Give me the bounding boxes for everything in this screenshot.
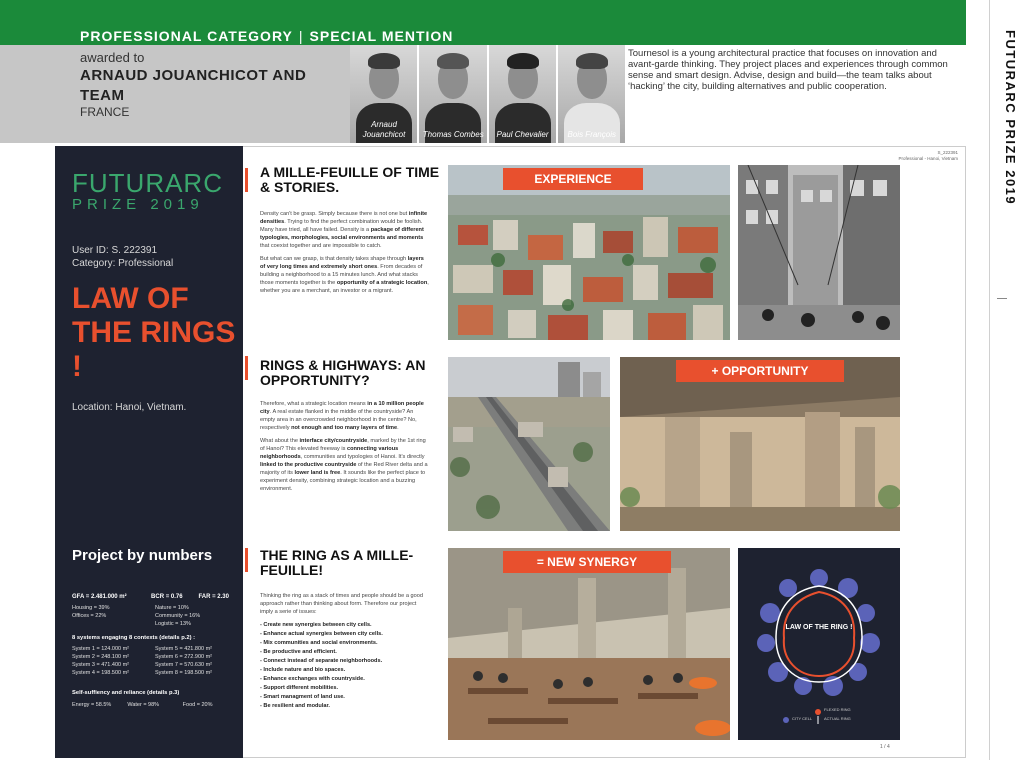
legend-actual-ring: ACTUAL RING bbox=[824, 716, 851, 721]
ring-diagram bbox=[738, 548, 900, 740]
issue-item: - Connect instead of separate neighborhoods. bbox=[260, 658, 383, 664]
opportunity-tag: + OPPORTUNITY bbox=[676, 360, 844, 382]
section-marker bbox=[245, 548, 248, 572]
section-title: THE RING AS A MILLE-FEUILLE! bbox=[260, 547, 414, 578]
practice-intro: Tournesol is a young architectural practice that focuses on innovation and avant-garde thinking. They project places and experiences through common sense and smart design. Advise, design and build—the team talks about ‘hacking’ the city, building alternatives and public cooperation. bbox=[628, 48, 948, 92]
futurarc-logo: FUTURARC bbox=[72, 168, 223, 198]
stat-bcr: BCR = 0.76 bbox=[151, 594, 183, 600]
system-stat: System 8 = 198.500 m² bbox=[155, 670, 213, 676]
section-body: Density can't be grasp. Simply because there is not one but infinite densities. Trying to find the perfect combination would be foolish. Many have tried, all have failed. Density is a package of different typologies, morphologies, social environments and moments that coexist together and are impossible to catch. But what can we grasp, is that density takes shape through layers of very long times and extremely short ones. From decades of building a neighborhood to a 15 minutes lunch. And what stacks those moments together is the opportunity of a strategic location, whether you are a merchant, an investor or a migrant. bbox=[260, 211, 429, 294]
stat-offices: Offices = 22% bbox=[72, 613, 107, 619]
issue-item: - Create new synergies between city cells. bbox=[260, 622, 372, 628]
category-label: PROFESSIONAL CATEGORY bbox=[80, 28, 293, 44]
section-body bbox=[260, 592, 430, 711]
system-stat: System 2 = 248.100 m² bbox=[72, 654, 130, 660]
project-location: Location: Hanoi, Vietnam. bbox=[72, 402, 187, 413]
stat-gfa: GFA = 2.481.000 m² bbox=[72, 594, 127, 600]
side-title: FUTURARC PRIZE 2019 bbox=[1003, 30, 1018, 206]
hanoi-aerial-photo bbox=[448, 165, 730, 340]
stat-energy: Energy = 58.5% bbox=[72, 702, 112, 708]
team-member-name: Bois François bbox=[567, 130, 616, 139]
team-portrait bbox=[419, 45, 486, 143]
systems-title: 8 systems engaging 8 contexts (details p.2) : bbox=[72, 635, 196, 641]
issue-item: - Be resilient and modular. bbox=[260, 703, 330, 709]
section-title: RINGS & HIGHWAYS: AN OPPORTUNITY? bbox=[260, 357, 426, 388]
system-stat: System 6 = 272.900 m² bbox=[155, 654, 213, 660]
legend-city-cell: CITY CELL bbox=[792, 716, 813, 721]
team-member-name: Paul Chevalier bbox=[496, 130, 549, 139]
legend-flexed-ring: FLEXED RING bbox=[824, 707, 851, 712]
issue-item: - Be productive and efficient. bbox=[260, 649, 337, 655]
reference-id: S_222391 bbox=[937, 150, 958, 155]
stat-nature: Nature = 10% bbox=[155, 605, 189, 611]
entry-meta bbox=[72, 244, 173, 270]
issue-item: - Enhance exchanges with countryside. bbox=[260, 676, 365, 682]
numbers-title: Project by numbers bbox=[72, 547, 213, 564]
section-intro: Thinking the ring as a stack of times and people should be a good approach rather than thinking about form. Therefore our project imply a serie of issues: bbox=[260, 593, 423, 615]
awardee-name: ARNAUD JOUANCHICOT AND TEAM bbox=[80, 67, 307, 104]
project-numbers bbox=[72, 594, 238, 710]
section-marker bbox=[245, 168, 248, 192]
section-marker bbox=[245, 356, 248, 380]
issue-item: - Smart managment of land use. bbox=[260, 694, 345, 700]
team-portraits bbox=[350, 45, 627, 143]
issue-item: - Support different mobilities. bbox=[260, 685, 339, 691]
page-number: 1 / 4 bbox=[880, 744, 890, 750]
team-portrait bbox=[350, 45, 417, 143]
margin-divider bbox=[989, 0, 990, 760]
issue-item: - Enhance actual synergies between city cells. bbox=[260, 631, 383, 637]
reference-sub: Professional - Hanoi, Vietnam bbox=[898, 156, 958, 161]
stat-community: Community = 16% bbox=[155, 613, 201, 619]
stat-water: Water = 98% bbox=[127, 702, 160, 708]
synergy-tag: = NEW SYNERGY bbox=[503, 551, 671, 573]
futurarc-logo-sub: PRIZE 2019 bbox=[72, 196, 204, 213]
system-stat: System 5 = 421.800 m² bbox=[155, 646, 213, 652]
highway-aerial-photo bbox=[448, 357, 610, 531]
stat-housing: Housing = 39% bbox=[72, 605, 110, 611]
stat-food: Food = 20% bbox=[182, 702, 213, 708]
experience-tag: EXPERIENCE bbox=[503, 168, 643, 190]
viaduct-underside-photo bbox=[620, 357, 900, 531]
system-stat: System 4 = 198.500 m² bbox=[72, 670, 130, 676]
market-under-bridge-photo bbox=[448, 548, 730, 740]
issue-item: - Include nature and bio spaces. bbox=[260, 667, 346, 673]
stat-far: FAR = 2.30 bbox=[198, 594, 229, 600]
team-member-name: Arnaud Jouanchicot bbox=[362, 120, 406, 139]
entry-category: Category: Professional bbox=[72, 258, 174, 269]
system-stat: System 1 = 124.000 m² bbox=[72, 646, 130, 652]
award-category bbox=[80, 28, 453, 44]
issue-item: - Mix communities and social environments. bbox=[260, 640, 378, 646]
team-portrait bbox=[558, 45, 625, 143]
street-scene-photo bbox=[738, 165, 900, 340]
section-title: A MILLE-FEUILLE OF TIME & STORIES. bbox=[260, 164, 440, 195]
awarded-to-label: awarded to bbox=[80, 50, 145, 65]
system-stat: System 3 = 471.400 m² bbox=[72, 662, 130, 668]
mention-label: SPECIAL MENTION bbox=[309, 28, 454, 44]
system-stat: System 7 = 570.630 m² bbox=[155, 662, 213, 668]
stat-logistic: Logistic = 13% bbox=[155, 621, 191, 627]
diagram-title: LAW OF THE RING ! bbox=[785, 624, 853, 631]
team-member-name: Thomas Combes bbox=[422, 130, 484, 139]
project-title: LAW OF THE RINGS ! bbox=[72, 282, 236, 383]
entry-reference bbox=[858, 150, 958, 162]
self-sufficiency-title: Self-suffiency and reliance (details p.3) bbox=[72, 690, 180, 696]
team-portrait bbox=[489, 45, 556, 143]
awardee-country: FRANCE bbox=[80, 105, 130, 119]
section-body: Therefore, what a strategic location means in a 10 million people city. A real estate flanked in the middle of the countryside? An empty area in an overcrowded neighborhood in the centre? No, respectively not enough and too many layers of time. What about the interface city/countryside, marked by the 1st ring of Hanoi? This elevated freeway is connecting various neighborhoods, communities and typologies of Hanoi. It's directly linked to the productive countryside of the Red River delta and a majority of its lower land is free. It sounds like the perfect place to experiment density, combining strategic location and a buzzing environment. bbox=[260, 401, 428, 492]
user-id: User ID: S. 222391 bbox=[72, 245, 158, 256]
category-separator: | bbox=[298, 28, 304, 44]
side-tick bbox=[997, 298, 1007, 299]
